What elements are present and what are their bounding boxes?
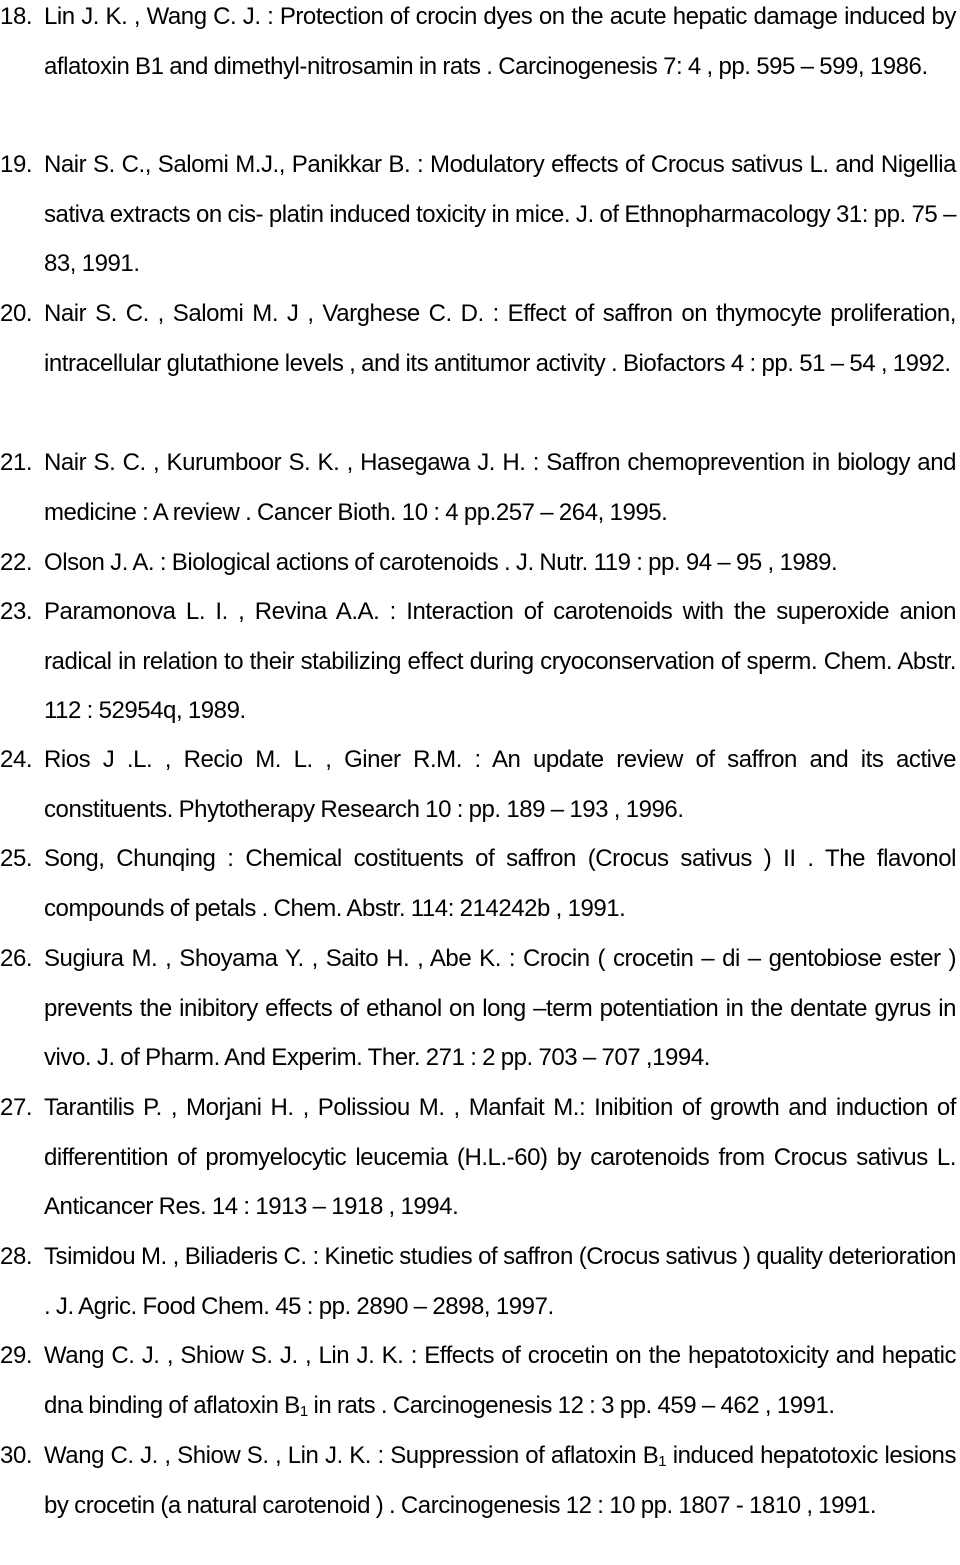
reference-text: Song, Chunqing : Chemical costituents of saffron (Crocus sativus ) II . The flavonol compounds of petals . Chem. Abstr. 114: 214242b , 1991. [44,845,956,922]
reference-text: Nair S. C. , Salomi M. J , Varghese C. D. : Effect of saffron on thymocyte proliferation, intracellular glutathione levels , and its antitumor activity . Biofactors 4 : pp. 51 – 54 , 1992. [44,300,956,377]
reference-item [0,587,960,736]
reference-text-part: Wang C. J. , Shiow S. , Lin J. K. : Suppression of aflatoxin B [44,1442,659,1469]
reference-number: 24. [0,746,33,773]
reference-text [44,1331,956,1430]
reference-item [0,934,960,1083]
reference-text: Olson J. A. : Biological actions of carotenoids . J. Nutr. 119 : pp. 94 – 95 , 1989. [44,549,838,576]
reference-item [0,140,960,289]
reference-text-part: induced hepatotoxic lesions by crocetin (a natural carotenoid ) . Carcinogenesis 12 : 10 pp. 1807 - 1810 , 1991. [44,1442,956,1519]
reference-number: 23. [0,598,33,625]
reference-text: Lin J. K. , Wang C. J. : Protection of crocin dyes on the acute hepatic damage induced by aflatoxin B1 and dimethyl-nitrosamin in rats . Carcinogenesis 7: 4 , pp. 595 – 599, 1986. [44,3,956,80]
reference-item [0,735,960,834]
reference-number: 22. [0,549,33,576]
reference-number: 30. [0,1442,33,1469]
reference-item [0,438,960,537]
reference-number: 19. [0,151,33,178]
reference-item [0,1083,960,1232]
reference-text: Tsimidou M. , Biliaderis C. : Kinetic studies of saffron (Crocus sativus ) quality deterioration . J. Agric. Food Chem. 45 : pp. 2890 – 2898, 1997. [44,1243,956,1320]
reference-item [0,1331,960,1430]
reference-text: Nair S. C. , Kurumboor S. K. , Hasegawa J. H. : Saffron chemoprevention in biology and medicine : A review . Cancer Bioth. 10 : 4 pp.257 – 264, 1995. [44,449,956,526]
reference-item [0,289,960,388]
reference-item [0,0,960,91]
reference-text: Nair S. C., Salomi M.J., Panikkar B. : Modulatory effects of Crocus sativus L. and Nigellia sativa extracts on cis- platin induced toxicity in mice. J. of Ethnopharmacology 31: pp. 75 –83, 1991. [44,151,956,277]
reference-text: Tarantilis P. , Morjani H. , Polissiou M. , Manfait M.: Inibition of growth and induction of differentition of promyelocytic leucemia (H.L.-60) by carotenoids from Crocus sativus L. Anticancer Res. 14 : 1913 – 1918 , 1994. [44,1094,956,1220]
reference-number: 29. [0,1342,33,1369]
subscript: 1 [299,1402,308,1420]
reference-text-part: Wang C. J. , Shiow S. J. , Lin J. K. : Effects of crocetin on the hepatotoxicity and hepatic dna binding of aflatoxin B [44,1342,956,1419]
reference-number: 18. [0,3,33,30]
reference-item [0,1431,960,1530]
reference-number: 21. [0,449,33,476]
reference-number: 26. [0,945,33,972]
reference-text: Sugiura M. , Shoyama Y. , Saito H. , Abe K. : Crocin ( crocetin – di – gentobiose ester ) prevents the inibitory effects of ethanol on long –term potentiation in the dentate gyrus in vivo. J. of Pharm. And Experim. Ther. 271 : 2 pp. 703 – 707 ,1994. [44,945,956,1071]
reference-item [0,1232,960,1331]
reference-number: 20. [0,300,33,327]
reference-number: 27. [0,1094,33,1121]
reference-text [44,1431,956,1530]
reference-number: 28. [0,1243,33,1270]
reference-number: 25. [0,845,33,872]
reference-item [0,834,960,933]
reference-text: Rios J .L. , Recio M. L. , Giner R.M. : An update review of saffron and its active constituents. Phytotherapy Research 10 : pp. 189 – 193 , 1996. [44,746,956,823]
reference-item [0,538,960,588]
subscript: 1 [658,1453,667,1470]
reference-text: Paramonova L. I. , Revina A.A. : Interaction of carotenoids with the superoxide anion radical in relation to their stabilizing effect during cryoconservation of sperm. Chem. Abstr. 112 : 52954q, 1989. [44,598,956,724]
reference-text-part: in rats . Carcinogenesis 12 : 3 pp. 459 – 462 , 1991. [307,1391,835,1419]
